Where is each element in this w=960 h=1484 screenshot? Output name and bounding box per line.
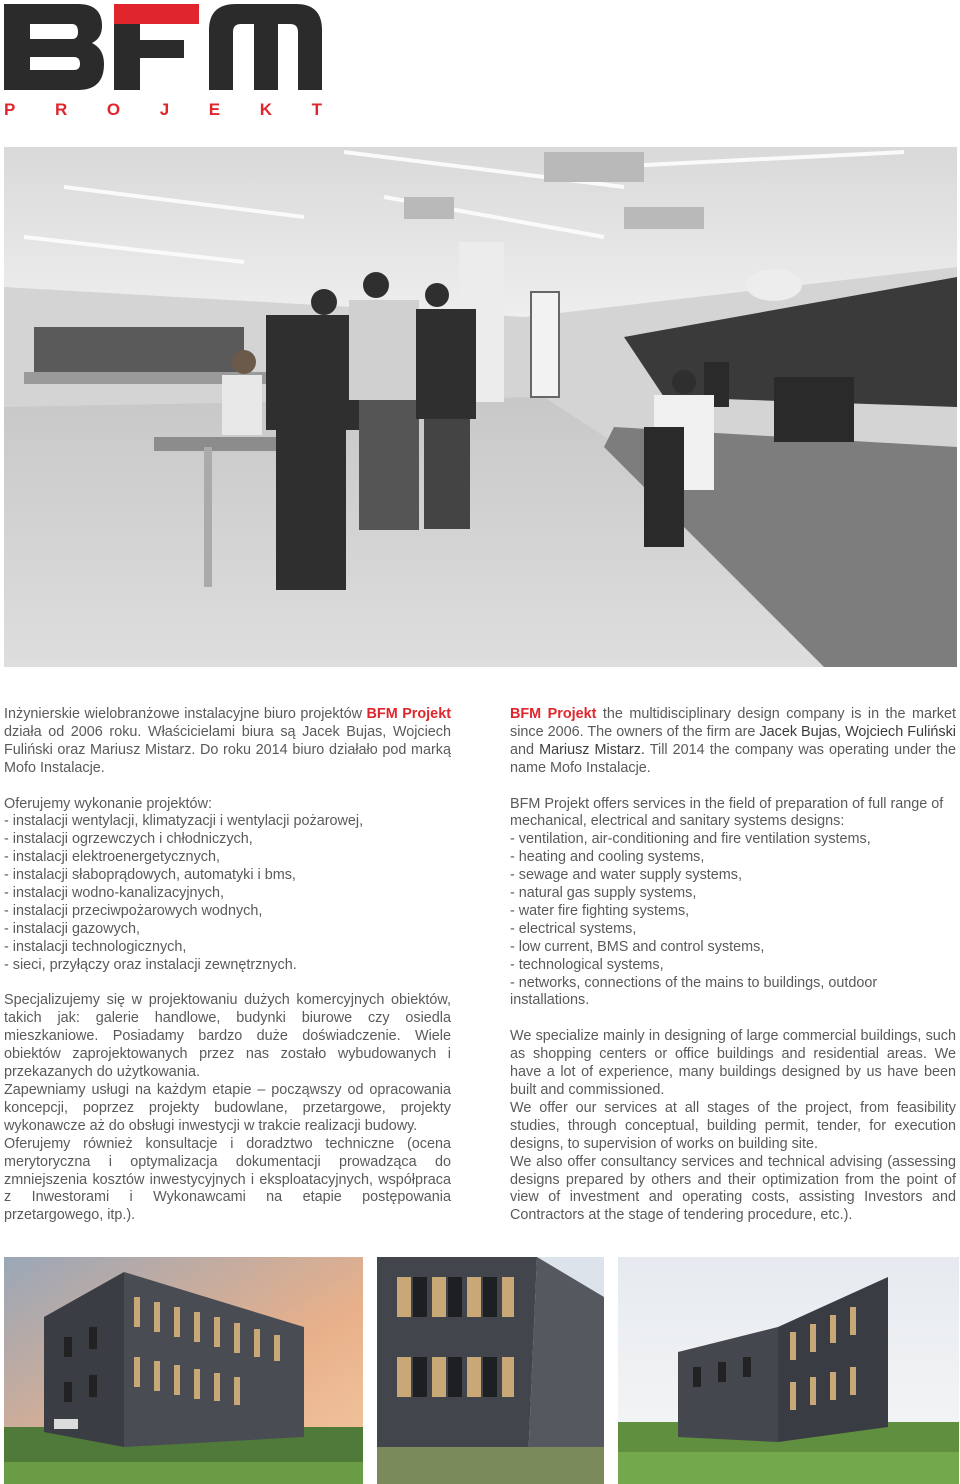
- stages-paragraph: We offer our services at all stages of the project, from feasibility studies, through conceptual, building permit, tender, for execution designs, to supervision of works on building site.: [510, 1099, 956, 1152]
- offer-heading: Oferujemy wykonanie projektów:: [4, 795, 212, 812]
- list-item: - sewage and water supply systems,: [510, 867, 742, 884]
- logo-tagline: PROJEKT: [4, 100, 322, 119]
- list-item: - ventilation, air-conditioning and fire ventilation systems,: [510, 831, 871, 848]
- offer-heading: BFM Projekt offers services in the field of preparation of full range of mechanical, electrical and sanitary systems designs:: [510, 795, 944, 830]
- specialization-paragraph: We specialize mainly in designing of large commercial buildings, such as shopping centers or office buildings and residential areas. We have a lot of experience, many buildings designed by us have been built and commissioned.: [510, 1028, 956, 1098]
- list-item: - networks, connections of the mains to buildings, outdoor installations.: [510, 974, 878, 1009]
- building-photo-sunset: [4, 1257, 363, 1484]
- list-item: - instalacji ogrzewczych i chłodniczych,: [4, 831, 253, 848]
- list-item: - electrical systems,: [510, 920, 637, 937]
- list-item: - sieci, przyłączy oraz instalacji zewnętrznych.: [4, 956, 297, 973]
- stages-paragraph: Zapewniamy usługi na każdym etapie – począwszy od opracowania koncepcji, poprzez projekty budowlane, przetargowe, projekty wykonawcze aż do obsługi inwestycji w trakcie realizacji budowy.: [4, 1082, 451, 1134]
- specialization-paragraph: Specjalizujemy się w projektowaniu dużych komercyjnych obiektów, takich jak: galerie handlowe, budynki biurowe czy osiedla mieszkaniowe. Posiadamy bardzo duże doświadczenie. Wiele obiektów zaprojektowanych przez nas zostało wybudowanych i przekazanych do użytkowania.: [4, 992, 451, 1081]
- list-item: - instalacji słaboprądowych, automatyki i bms,: [4, 867, 296, 884]
- intro-paragraph-en: BFM Projekt the multidisciplinary design company is in the market since 2006. The owners of the firm are Jacek Bujas, Wojciech Fuliński and Mariusz Mistarz. Till 2014 the company was operating under the name Mofo Instalacje.: [510, 706, 956, 776]
- office-photo: [4, 147, 957, 667]
- building-photo-facade: [377, 1257, 604, 1484]
- list-item: - instalacji elektroenergetycznych,: [4, 849, 220, 866]
- list-item: - instalacji technologicznych,: [4, 938, 187, 955]
- consulting-paragraph: We also offer consultancy services and technical advising (assessing designs prepared by others and their optimization from the point of view of investment and operating costs, assisting Investors and Contractors at the stage of tendering procedure, etc.).: [510, 1153, 956, 1224]
- list-item: - heating and cooling systems,: [510, 849, 705, 866]
- list-item: - instalacji wentylacji, klimatyzacji i wentylacji pożarowej,: [4, 813, 364, 830]
- list-item: - low current, BMS and control systems,: [510, 938, 765, 955]
- bfm-projekt-logo: [4, 2, 322, 120]
- english-description: [510, 706, 956, 1225]
- list-item: - instalacji wodno-kanalizacyjnych,: [4, 885, 224, 902]
- list-item: - technological systems,: [510, 956, 664, 973]
- offer-list: [4, 813, 451, 974]
- list-item: - water fire fighting systems,: [510, 902, 690, 919]
- consulting-paragraph: Oferujemy również konsultacje i doradztwo techniczne (ocena merytoryczna i optymalizacja dokumentacji prowadząca do zmniejszenia kosztów inwestycyjnych i eksploatacyjnych, współpraca z Inwestorami i Wykonawcami na etapie postępowania przetargowego, itp.).: [4, 1135, 451, 1224]
- list-item: - instalacji przeciwpożarowych wodnych,: [4, 902, 263, 919]
- list-item: - natural gas supply systems,: [510, 885, 697, 902]
- brand-name: BFM Projekt: [510, 706, 597, 722]
- polish-description: [4, 706, 451, 1225]
- building-photo-daylight: [618, 1257, 959, 1484]
- brand-name: BFM Projekt: [366, 706, 451, 722]
- list-item: - instalacji gazowych,: [4, 920, 140, 937]
- offer-list: [510, 831, 956, 974]
- intro-paragraph-pl: Inżynierskie wielobranżowe instalacyjne biuro projektów BFM Projekt działa od 2006 roku. Właścicielami biura są Jacek Bujas, Wojciech Fuliński oraz Mariusz Mistarz. Do roku 2014 biuro działało pod marką Mofo Instalacje.: [4, 706, 451, 776]
